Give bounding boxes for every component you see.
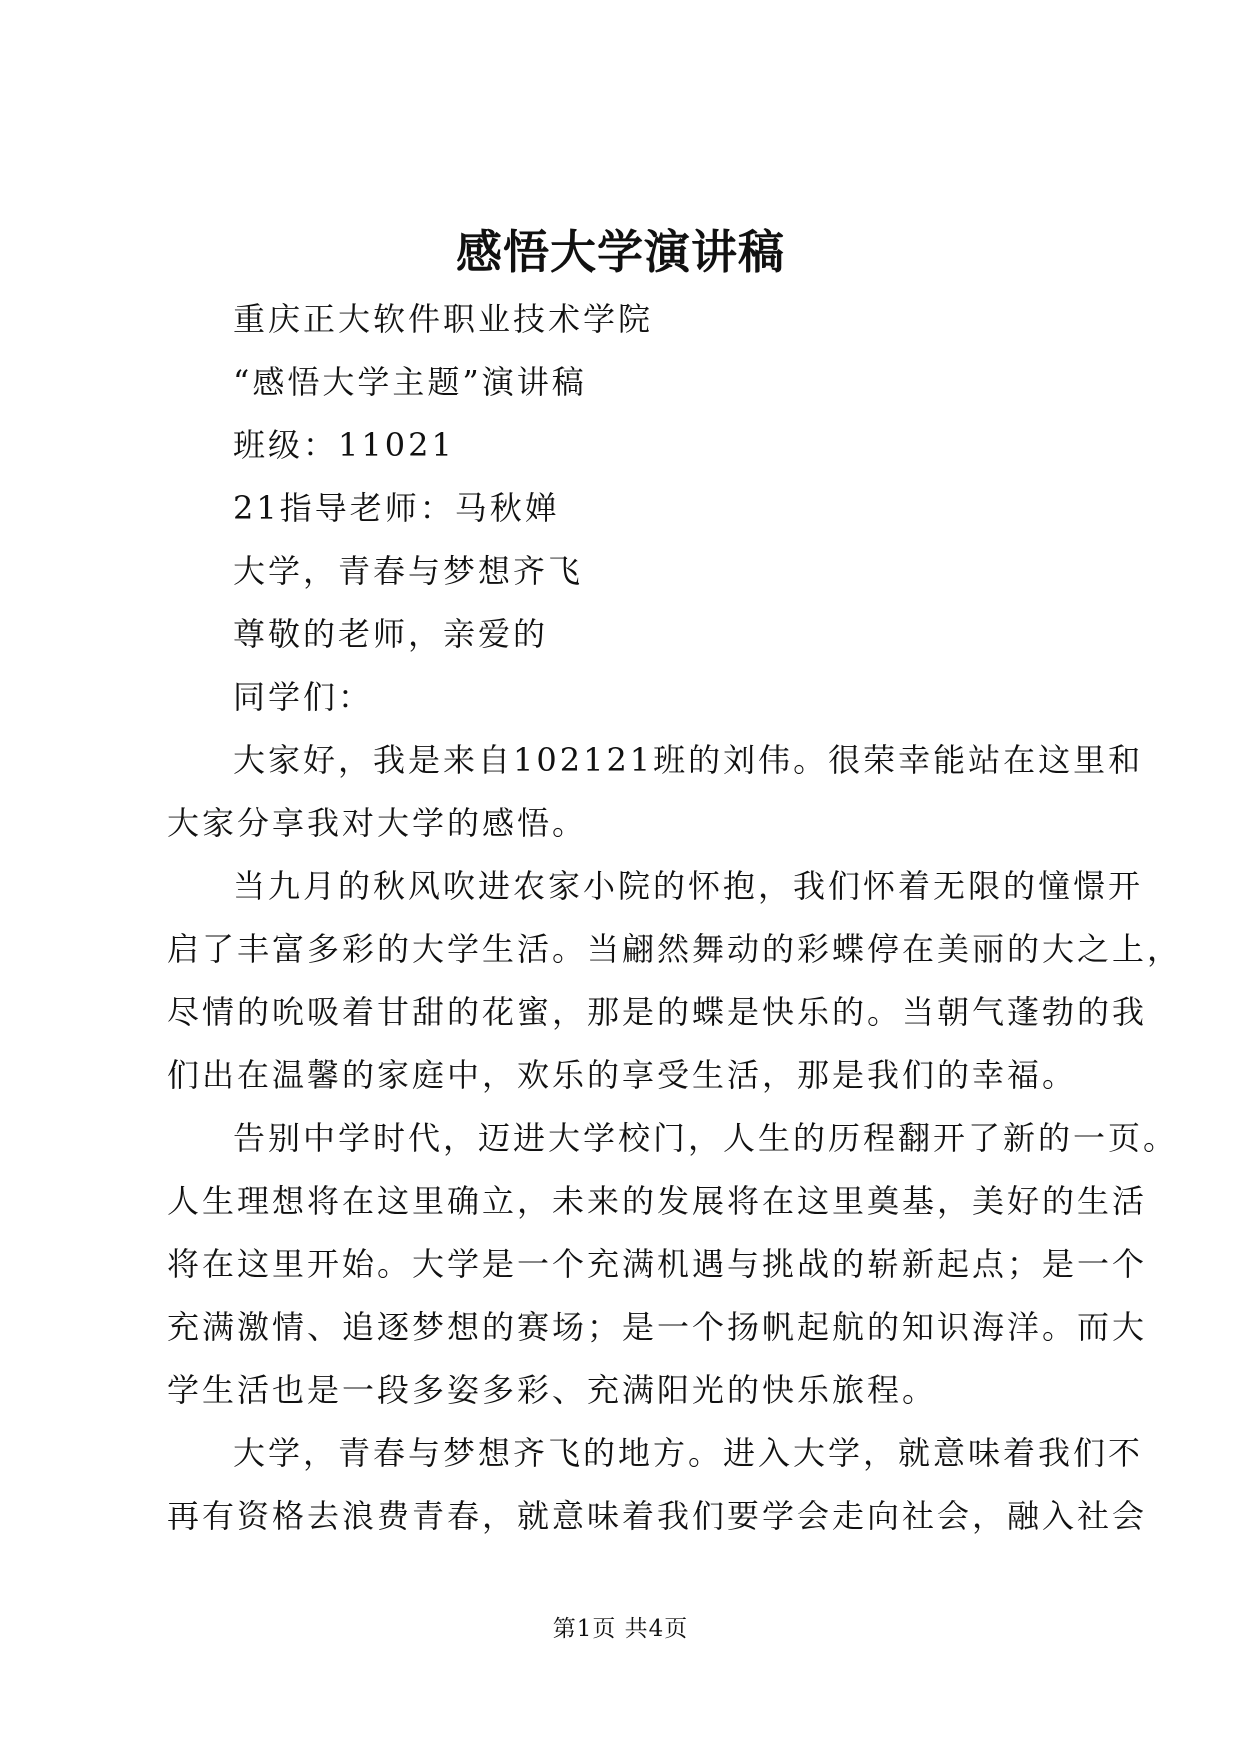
page-number: 第1页 共4页 (552, 1616, 689, 1642)
school-name-line: 重庆正大软件职业技术学院 (233, 300, 654, 338)
advisor-line: 21指导老师：马秋婵 (233, 489, 560, 527)
class-line: 班级：11021 (233, 426, 455, 464)
paragraph-line: 大家好，我是来自102121班的刘伟。很荣幸能站在这里和 (233, 741, 1144, 779)
paragraph-line: 告别中学时代，迈进大学校门，人生的历程翻开了新的一页。 (233, 1119, 1179, 1157)
paragraph-line: 人生理想将在这里确立，未来的发展将在这里奠基，美好的生活 (167, 1182, 1148, 1220)
document-title: 感悟大学演讲稿 (456, 225, 785, 279)
paragraph-line: 尽情的吮吸着甘甜的花蜜，那是的蝶是快乐的。当朝气蓬勃的我 (167, 993, 1148, 1031)
subtitle-line: 大学，青春与梦想齐飞 (233, 552, 584, 590)
speech-topic-line: “感悟大学主题”演讲稿 (233, 363, 587, 401)
paragraph-line: 当九月的秋风吹进农家小院的怀抱，我们怀着无限的憧憬开 (233, 867, 1144, 905)
paragraph-line: 将在这里开始。大学是一个充满机遇与挑战的崭新起点；是一个 (167, 1245, 1148, 1283)
salutation-line: 同学们： (233, 678, 374, 716)
paragraph-line: 启了丰富多彩的大学生活。当翩然舞动的彩蝶停在美丽的大之上， (167, 930, 1183, 968)
salutation-line: 尊敬的老师，亲爱的 (233, 615, 549, 653)
paragraph-line: 们出在温馨的家庭中，欢乐的享受生活，那是我们的幸福。 (167, 1056, 1078, 1094)
paragraph-line: 学生活也是一段多姿多彩、充满阳光的快乐旅程。 (167, 1371, 938, 1409)
paragraph-line: 大学，青春与梦想齐飞的地方。进入大学，就意味着我们不 (233, 1434, 1144, 1472)
paragraph-line: 大家分享我对大学的感悟。 (167, 804, 588, 842)
paragraph-line: 再有资格去浪费青春，就意味着我们要学会走向社会，融入社会 (167, 1497, 1148, 1535)
paragraph-line: 充满激情、追逐梦想的赛场；是一个扬帆起航的知识海洋。而大 (167, 1308, 1148, 1346)
document-body (167, 288, 1183, 1548)
